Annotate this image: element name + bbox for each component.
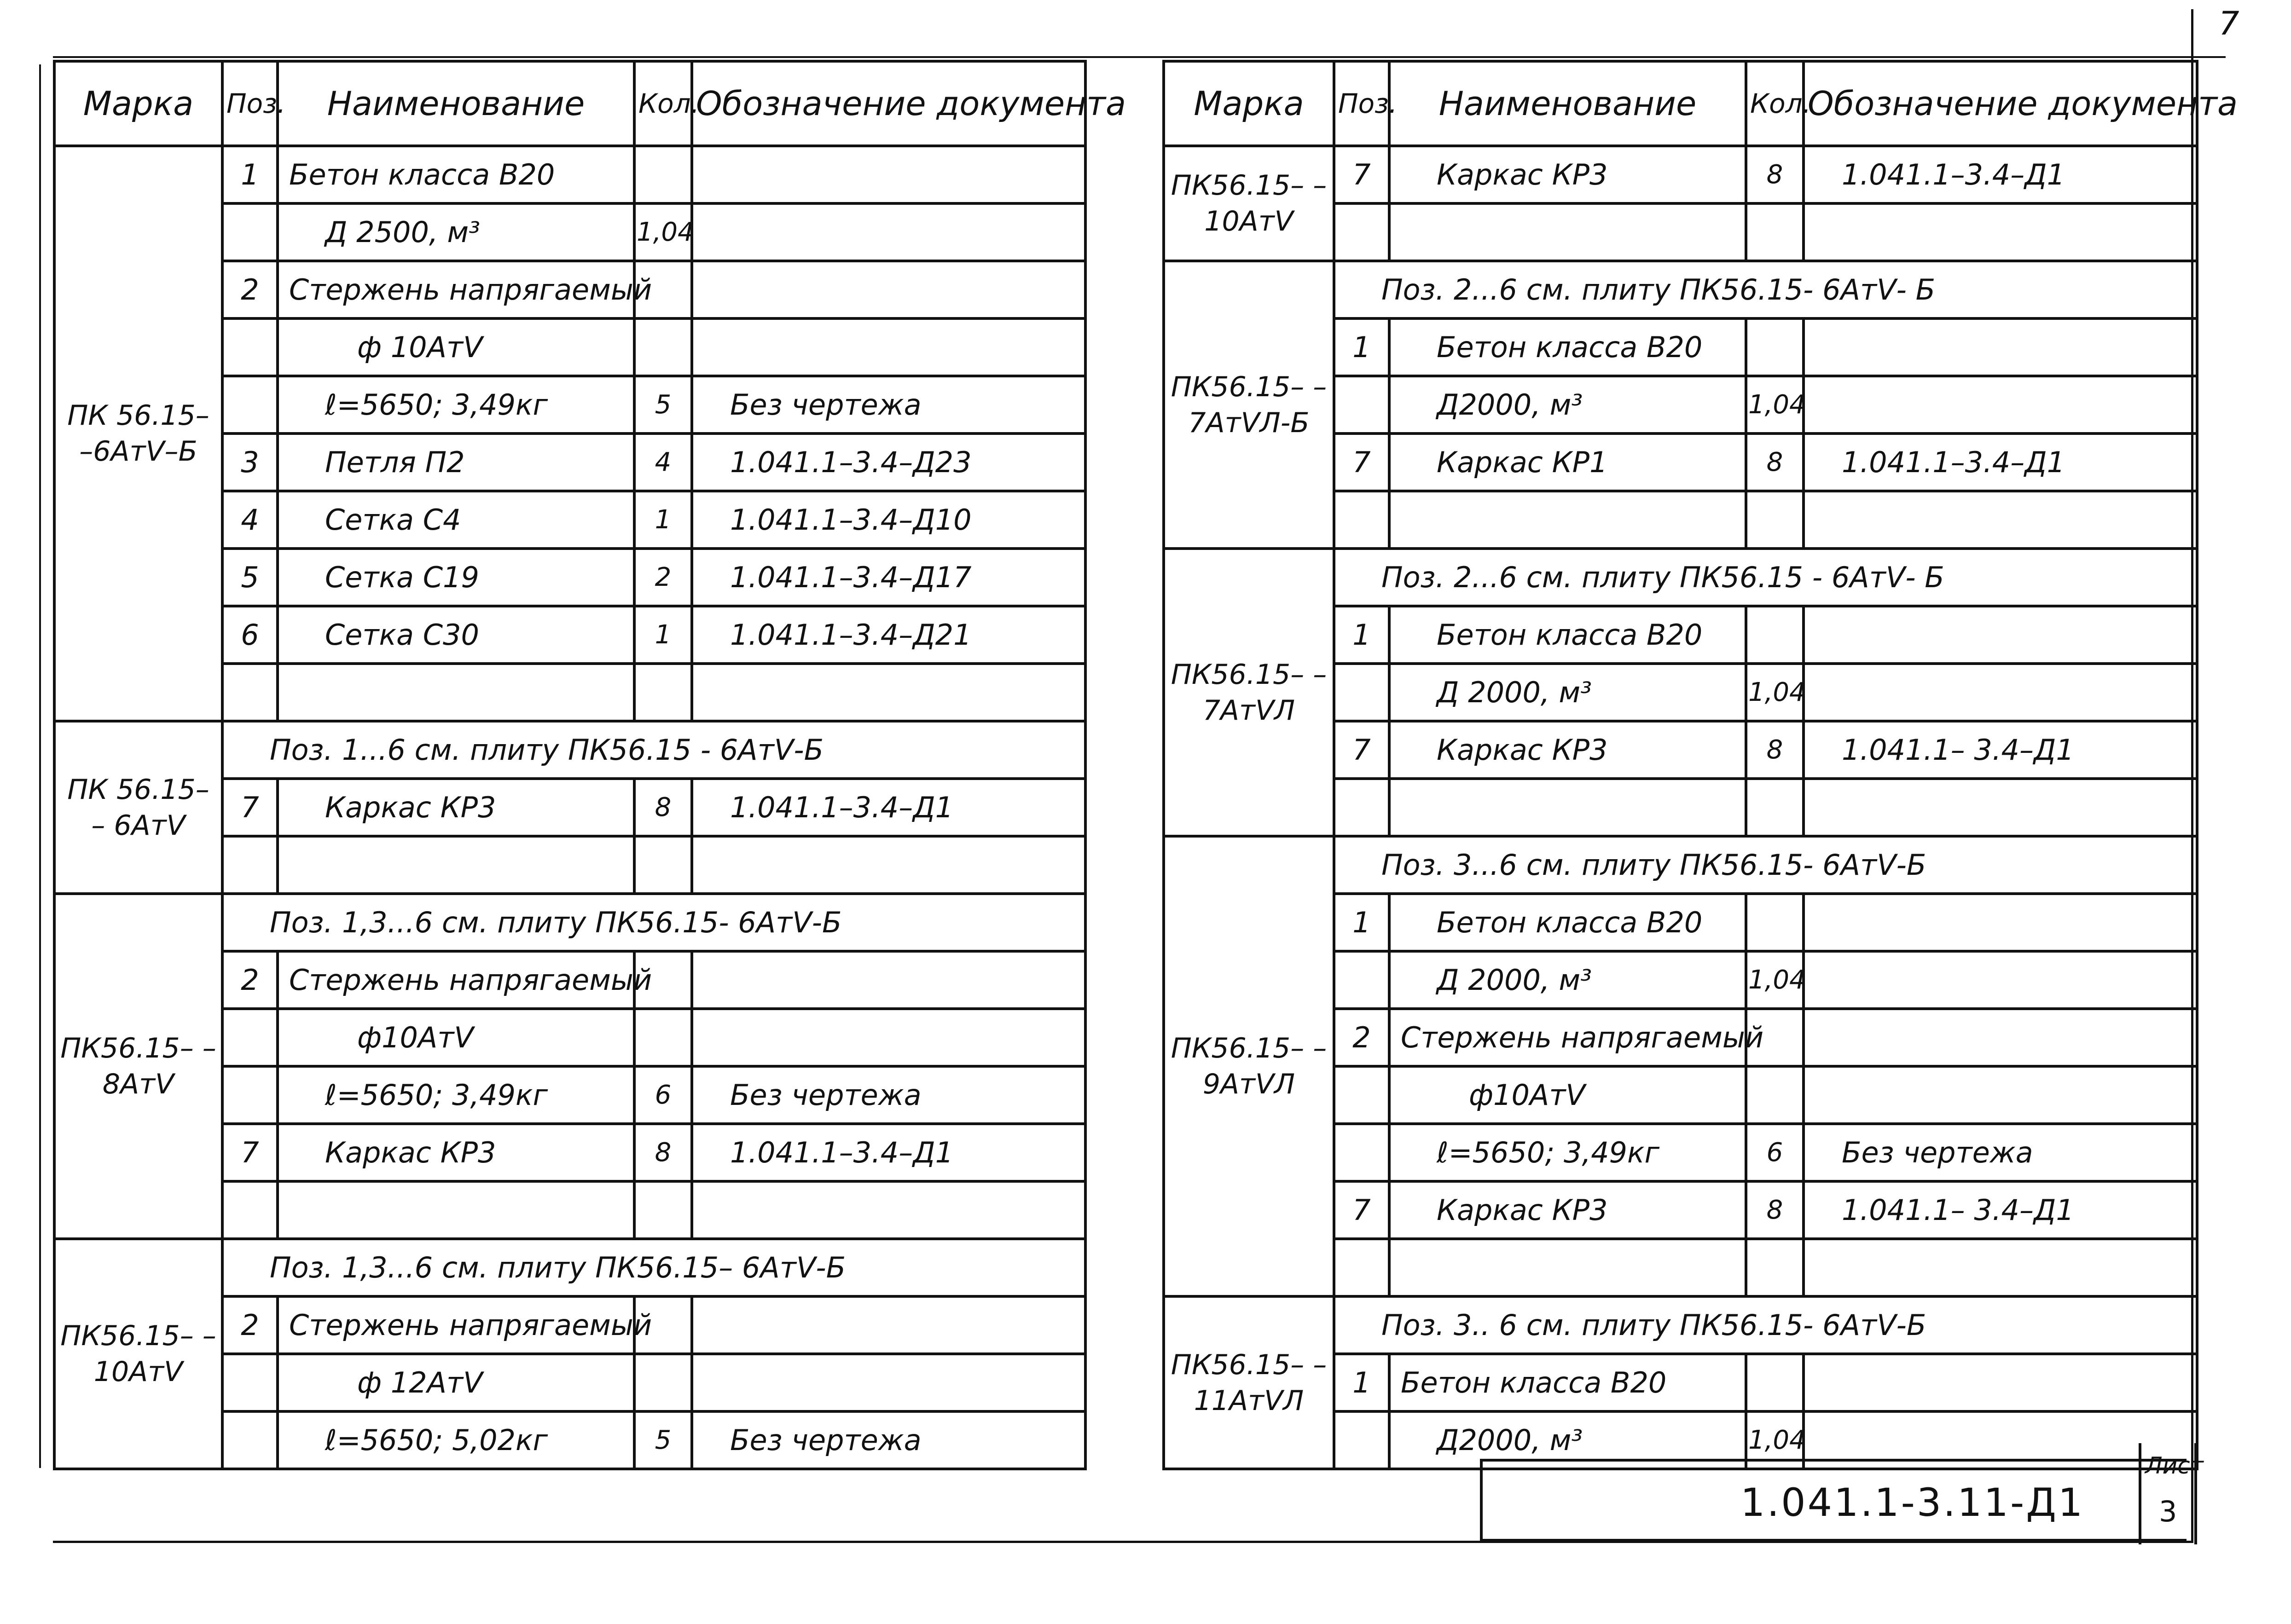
qty-cell: 5 bbox=[634, 1411, 692, 1469]
name-cell: ф10АтⅤ bbox=[1389, 1066, 1746, 1124]
page-number: 7 bbox=[2219, 5, 2239, 42]
pos-cell bbox=[1334, 1124, 1389, 1181]
mark-cell: ПК56.15– –11АтⅤЛ bbox=[1164, 1296, 1334, 1469]
header-row bbox=[54, 61, 1085, 146]
col-header-pos: Поз. bbox=[1334, 61, 1389, 146]
table-row bbox=[54, 146, 1085, 203]
pos-cell bbox=[1334, 1411, 1389, 1469]
pos-cell: 7 bbox=[222, 1124, 278, 1181]
qty-cell: 8 bbox=[634, 779, 692, 836]
qty-cell bbox=[1746, 318, 1804, 376]
doc-cell: 1.041.1–3.4–Д1 bbox=[692, 1124, 1085, 1181]
qty-cell: 1,04 bbox=[634, 203, 692, 261]
doc-cell bbox=[1804, 318, 2197, 376]
frame-top-line bbox=[53, 56, 2226, 58]
qty-cell: 8 bbox=[1746, 146, 1804, 203]
qty-cell: 6 bbox=[1746, 1124, 1804, 1181]
qty-cell: 1,04 bbox=[1746, 951, 1804, 1009]
name-cell: Бетон класса В20 bbox=[1389, 894, 1746, 951]
note-cell: Поз. 3.. 6 см. плиту ПК56.15- 6АтⅤ-Б bbox=[1334, 1296, 2197, 1354]
doc-cell bbox=[1804, 376, 2197, 433]
pos-cell bbox=[1334, 951, 1389, 1009]
qty-cell: 1,04 bbox=[1746, 376, 1804, 433]
name-cell: Сетка С4 bbox=[278, 491, 634, 549]
note-cell: Поз. 2...6 см. плиту ПК56.15- 6АтⅤ- Б bbox=[1334, 261, 2197, 318]
name-cell: Каркас КР3 bbox=[1389, 1181, 1746, 1239]
qty-cell bbox=[634, 1009, 692, 1066]
pos-cell bbox=[222, 1066, 278, 1124]
qty-cell: 8 bbox=[1746, 721, 1804, 779]
pos-cell: 1 bbox=[1334, 318, 1389, 376]
pos-cell: 7 bbox=[1334, 1181, 1389, 1239]
name-cell: ℓ=5650; 3,49кг bbox=[278, 1066, 634, 1124]
name-cell: Бетон класса В20 bbox=[278, 146, 634, 203]
pos-cell bbox=[1334, 664, 1389, 721]
name-cell: ф 10АтⅤ bbox=[278, 318, 634, 376]
name-cell: Стержень напрягаемый bbox=[1389, 1009, 1746, 1066]
pos-cell: 4 bbox=[222, 491, 278, 549]
sheet-label: Лист bbox=[2145, 1452, 2204, 1479]
note-cell: Поз. 3...6 см. плиту ПК56.15- 6АтⅤ-Б bbox=[1334, 836, 2197, 894]
pos-cell: 2 bbox=[222, 1296, 278, 1354]
pos-cell: 2 bbox=[222, 951, 278, 1009]
name-cell: Каркас КР3 bbox=[278, 779, 634, 836]
note-cell: Поз. 1,3...6 см. плиту ПК56.15– 6АтⅤ-Б bbox=[222, 1239, 1085, 1296]
name-cell: ф 12АтⅤ bbox=[278, 1354, 634, 1411]
table-row bbox=[1164, 836, 2197, 894]
doc-cell: Без чертежа bbox=[1804, 1124, 2197, 1181]
pos-cell bbox=[222, 1354, 278, 1411]
pos-cell bbox=[222, 203, 278, 261]
name-cell: Д 2000, м³ bbox=[1389, 951, 1746, 1009]
pos-cell: 7 bbox=[1334, 146, 1389, 203]
name-cell: Стержень напрягаемый bbox=[278, 261, 634, 318]
name-cell: Каркас КР1 bbox=[1389, 433, 1746, 491]
mark-cell: ПК56.15– –7АтⅤЛ-Б bbox=[1164, 261, 1334, 549]
note-cell: Поз. 2...6 см. плиту ПК56.15 - 6АтⅤ- Б bbox=[1334, 549, 2197, 606]
doc-cell bbox=[1804, 951, 2197, 1009]
pos-cell: 5 bbox=[222, 549, 278, 606]
name-cell: ℓ=5650; 3,49кг bbox=[1389, 1124, 1746, 1181]
qty-cell bbox=[1746, 894, 1804, 951]
pos-cell bbox=[222, 1411, 278, 1469]
pos-cell: 7 bbox=[1334, 433, 1389, 491]
name-cell: Стержень напрягаемый bbox=[278, 1296, 634, 1354]
doc-cell: 1.041.1– 3.4–Д1 bbox=[1804, 1181, 2197, 1239]
col-header-doc: Обозначение документа bbox=[1804, 61, 2197, 146]
doc-cell: 1.041.1– 3.4–Д1 bbox=[1804, 721, 2197, 779]
doc-cell: 1.041.1–3.4–Д21 bbox=[692, 606, 1085, 664]
col-header-mark: Марка bbox=[1164, 61, 1334, 146]
name-cell: Каркас КР3 bbox=[1389, 721, 1746, 779]
qty-cell: 8 bbox=[1746, 433, 1804, 491]
doc-cell: 1.041.1–3.4–Д23 bbox=[692, 433, 1085, 491]
doc-cell: Без чертежа bbox=[692, 376, 1085, 433]
pos-cell: 7 bbox=[222, 779, 278, 836]
doc-cell bbox=[692, 318, 1085, 376]
doc-cell bbox=[1804, 1354, 2197, 1411]
doc-cell bbox=[1804, 1009, 2197, 1066]
frame-left-line bbox=[39, 64, 41, 1468]
table-row bbox=[1164, 146, 2197, 203]
sheet-number: 3 bbox=[2159, 1495, 2177, 1528]
doc-cell bbox=[1804, 894, 2197, 951]
doc-cell bbox=[1804, 1066, 2197, 1124]
table-row bbox=[54, 1239, 1085, 1296]
pos-cell: 1 bbox=[222, 146, 278, 203]
note-cell: Поз. 1...6 см. плиту ПК56.15 - 6АтⅤ-Б bbox=[222, 721, 1085, 779]
qty-cell: 6 bbox=[634, 1066, 692, 1124]
qty-cell: 5 bbox=[634, 376, 692, 433]
qty-cell bbox=[634, 1354, 692, 1411]
qty-cell: 1 bbox=[634, 606, 692, 664]
pos-cell: 7 bbox=[1334, 721, 1389, 779]
note-cell: Поз. 1,3...6 см. плиту ПК56.15- 6АтⅤ-Б bbox=[222, 894, 1085, 951]
qty-cell bbox=[1746, 606, 1804, 664]
name-cell: Д2000, м³ bbox=[1389, 376, 1746, 433]
document-code: 1.041.1-3.11-Д1 bbox=[1740, 1480, 2085, 1525]
doc-cell: 1.041.1–3.4–Д10 bbox=[692, 491, 1085, 549]
doc-cell bbox=[692, 1009, 1085, 1066]
qty-cell: 8 bbox=[634, 1124, 692, 1181]
name-cell: Сетка С30 bbox=[278, 606, 634, 664]
doc-cell bbox=[692, 1354, 1085, 1411]
qty-cell bbox=[1746, 1354, 1804, 1411]
col-header-mark: Марка bbox=[54, 61, 222, 146]
spec-table-right bbox=[1162, 60, 2238, 1470]
doc-cell bbox=[1804, 664, 2197, 721]
qty-cell bbox=[634, 318, 692, 376]
col-header-pos: Поз. bbox=[222, 61, 278, 146]
title-block bbox=[1480, 1452, 2204, 1542]
pos-cell: 2 bbox=[1334, 1009, 1389, 1066]
name-cell: Петля П2 bbox=[278, 433, 634, 491]
qty-cell: 4 bbox=[634, 433, 692, 491]
table-row bbox=[54, 721, 1085, 779]
table-row bbox=[1164, 261, 2197, 318]
mark-cell: ПК56.15– –10АтⅤ bbox=[1164, 146, 1334, 261]
pos-cell bbox=[1334, 376, 1389, 433]
name-cell: ℓ=5650; 3,49кг bbox=[278, 376, 634, 433]
doc-cell: 1.041.1–3.4–Д1 bbox=[692, 779, 1085, 836]
doc-cell: 1.041.1–3.4–Д17 bbox=[692, 549, 1085, 606]
pos-cell bbox=[1334, 1066, 1389, 1124]
pos-cell bbox=[222, 1009, 278, 1066]
name-cell: Д 2500, м³ bbox=[278, 203, 634, 261]
qty-cell: 1,04 bbox=[1746, 664, 1804, 721]
name-cell: Сетка С19 bbox=[278, 549, 634, 606]
doc-cell: Без чертежа bbox=[692, 1411, 1085, 1469]
pos-cell bbox=[222, 376, 278, 433]
qty-cell: 8 bbox=[1746, 1181, 1804, 1239]
doc-cell: 1.041.1–3.4–Д1 bbox=[1804, 433, 2197, 491]
pos-cell: 2 bbox=[222, 261, 278, 318]
mark-cell: ПК 56.15– –6АтⅤ–Б bbox=[54, 146, 222, 721]
header-row bbox=[1164, 61, 2197, 146]
doc-cell bbox=[692, 203, 1085, 261]
doc-cell bbox=[692, 146, 1085, 203]
pos-cell: 3 bbox=[222, 433, 278, 491]
col-header-qty: Кол. bbox=[1746, 61, 1804, 146]
col-header-doc: Обозначение документа bbox=[692, 61, 1085, 146]
mark-cell: ПК 56.15– – 6АтⅤ bbox=[54, 721, 222, 894]
name-cell: ℓ=5650; 5,02кг bbox=[278, 1411, 634, 1469]
col-header-qty: Кол. bbox=[634, 61, 692, 146]
name-cell: Бетон класса В20 bbox=[1389, 606, 1746, 664]
name-cell: Каркас КР3 bbox=[1389, 146, 1746, 203]
doc-cell bbox=[692, 951, 1085, 1009]
qty-cell bbox=[1746, 1066, 1804, 1124]
mark-cell: ПК56.15– –9АтⅤЛ bbox=[1164, 836, 1334, 1296]
mark-cell: ПК56.15– – 7АтⅤЛ bbox=[1164, 549, 1334, 836]
pos-cell: 1 bbox=[1334, 1354, 1389, 1411]
qty-cell: 1,04 bbox=[1746, 1411, 1804, 1469]
table-row bbox=[54, 894, 1085, 951]
sheet-box bbox=[2139, 1443, 2204, 1544]
name-cell: Бетон класса В20 bbox=[1389, 1354, 1746, 1411]
name-cell: Д 2000, м³ bbox=[1389, 664, 1746, 721]
name-cell: Бетон класса В20 bbox=[1389, 318, 1746, 376]
spec-table-left bbox=[53, 60, 1126, 1470]
name-cell: Д2000, м³ bbox=[1389, 1411, 1746, 1469]
pos-cell: 1 bbox=[1334, 894, 1389, 951]
doc-cell bbox=[1804, 606, 2197, 664]
qty-cell bbox=[634, 146, 692, 203]
pos-cell: 6 bbox=[222, 606, 278, 664]
doc-cell bbox=[692, 1296, 1085, 1354]
table-row bbox=[1164, 549, 2197, 606]
table-row bbox=[1164, 1296, 2197, 1354]
mark-cell: ПК56.15– –8АтⅤ bbox=[54, 894, 222, 1239]
doc-cell: 1.041.1–3.4–Д1 bbox=[1804, 146, 2197, 203]
pos-cell: 1 bbox=[1334, 606, 1389, 664]
col-header-name: Наименование bbox=[278, 61, 634, 146]
doc-cell: Без чертежа bbox=[692, 1066, 1085, 1124]
mark-cell: ПК56.15– – 10АтⅤ bbox=[54, 1239, 222, 1469]
name-cell: Стержень напрягаемый bbox=[278, 951, 634, 1009]
qty-cell: 1 bbox=[634, 491, 692, 549]
doc-cell bbox=[692, 261, 1085, 318]
qty-cell: 2 bbox=[634, 549, 692, 606]
col-header-name: Наименование bbox=[1389, 61, 1746, 146]
name-cell: Каркас КР3 bbox=[278, 1124, 634, 1181]
name-cell: ф10АтⅤ bbox=[278, 1009, 634, 1066]
pos-cell bbox=[222, 318, 278, 376]
